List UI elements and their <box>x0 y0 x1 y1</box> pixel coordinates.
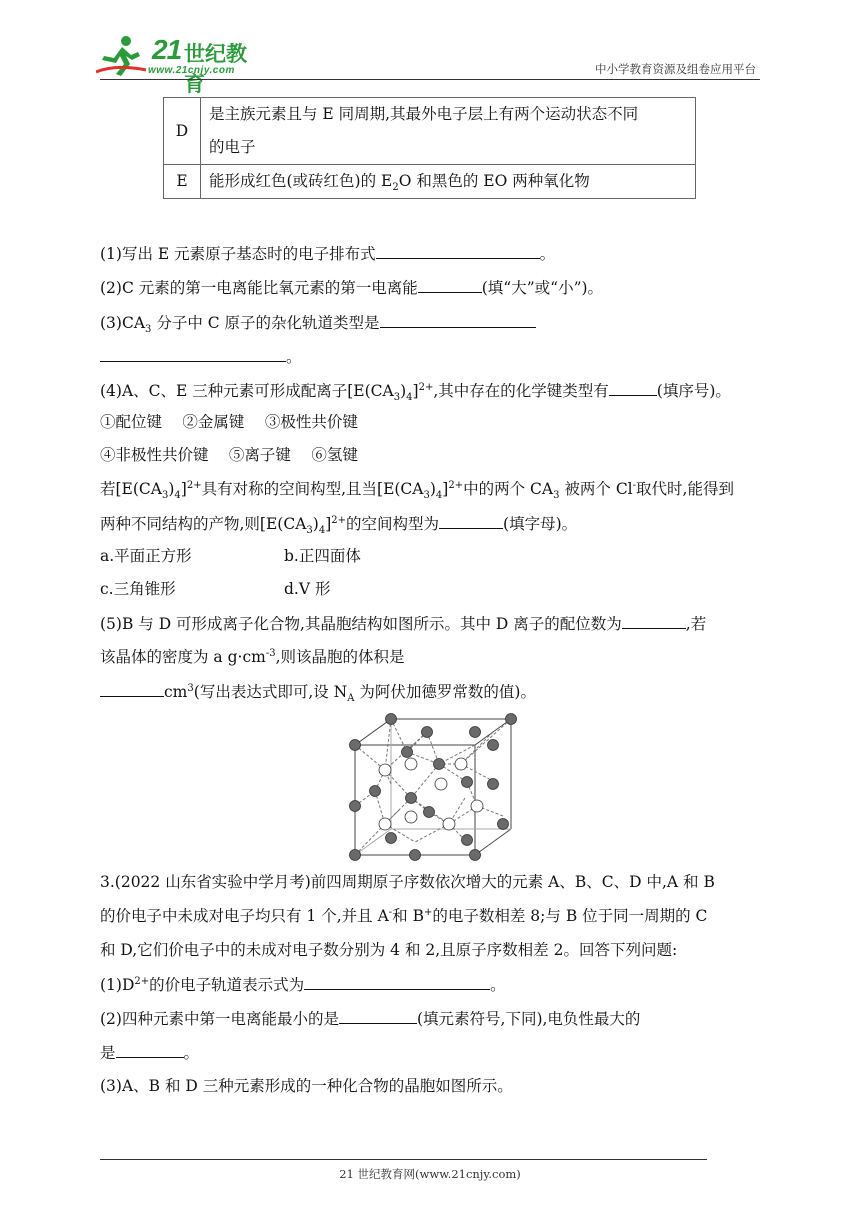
header-divider <box>100 79 760 80</box>
crystal-cell-figure <box>345 712 525 864</box>
element-table <box>163 97 696 199</box>
choice-d: d.V 形 <box>284 580 331 598</box>
q3-part3: (3)A、B 和 D 三种元素形成的一种化合物的晶胞如图所示。 <box>100 1077 513 1095</box>
q3-stem-line3: 和 D,它们价电子中的未成对电子数分别为 4 和 2,且原子序数相差 2。回答下列问题: <box>100 941 678 959</box>
q2-part5-cont2: $cm^3$(写出表达式即可,设 $N_A$ 为阿伏加德罗常数的值)。 <box>100 680 536 703</box>
site-logo <box>96 34 261 96</box>
row-key: E <box>164 165 201 199</box>
q2-structure-line1: 若$[E(CA_3)_4]^{2+}$具有对称的空间构型,且当$[E(CA_3)_4]^{2+}$中的两个 $CA_3$ 被两个 Cl-取代时,能得到 <box>100 479 734 502</box>
runner-logo-icon <box>96 34 148 78</box>
header-platform-text: 中小学教育资源及组卷应用平台 <box>595 62 756 76</box>
answer-blank[interactable] <box>439 512 503 529</box>
answer-blank[interactable] <box>609 379 657 396</box>
logo-url: www.21cnjy.com <box>148 65 235 76</box>
choice-a: a.平面正方形 <box>100 547 192 565</box>
answer-blank[interactable] <box>116 1041 184 1058</box>
row-key: D <box>164 98 201 165</box>
footer-divider <box>100 1159 707 1160</box>
answer-blank[interactable] <box>376 242 540 259</box>
table-row <box>164 98 696 165</box>
answer-blank[interactable] <box>380 311 536 328</box>
row-desc: 能形成红色(或砖红色)的 $E_2O$ 和黑色的 EO 两种氧化物 <box>201 165 696 199</box>
q2-part5: (5)B 与 D 可形成离子化合物,其晶胞结构如图所示。其中 D 离子的配位数为 ,若 <box>100 612 706 635</box>
table-row <box>164 165 696 199</box>
logo-number: 21 <box>152 34 182 65</box>
q3-part2: (2)四种元素中第一电离能最小的是 (填元素符号,下同),电负性最大的 <box>100 1007 640 1030</box>
row-desc-line: 的电子 <box>209 138 256 156</box>
q2-part3: $(3)CA_3$ 分子中 C 原子的杂化轨道类型是 <box>100 311 536 334</box>
bond-options-row2: ④非极性共价键 ⑤离子键 ⑥氢键 <box>100 446 358 464</box>
footer-source: 21 世纪教育网(www.21cnjy.com) <box>339 1167 521 1181</box>
q3-stem-line1: 3.(2022 山东省实验中学月考)前四周期原子序数依次增大的元素 A、B、C、D 中,A 和 B <box>100 873 715 891</box>
q2-part5-cont: 该晶体的密度为 a $g\cdot cm^{-3}$,则该晶胞的体积是 <box>100 647 405 666</box>
q2-structure-line2: 两种不同结构的产物,则$[E(CA_3)_4]^{2+}$的空间构型为 (填字母)。 <box>100 512 577 535</box>
answer-blank[interactable] <box>418 276 482 293</box>
answer-blank[interactable] <box>339 1007 417 1024</box>
q2-part1: (1)写出 E 元素原子基态时的电子排布式 。 <box>100 242 555 265</box>
cation-atoms <box>350 714 517 861</box>
bond-options-row1: ①配位键 ②金属键 ③极性共价键 <box>100 413 358 431</box>
choice-row2 <box>100 578 500 600</box>
answer-blank[interactable] <box>100 680 164 697</box>
choice-c: c.三角锥形 <box>100 580 176 598</box>
logo-chinese: 世纪教育 <box>184 42 247 96</box>
q2-part3-cont: 。 <box>100 345 302 368</box>
q3-stem-line2: 的价电子中未成对电子均只有 1 个,并且 A-和 B+的电子数相差 8;与 B 位于同一周期的 C <box>100 906 708 925</box>
anion-atoms <box>379 758 483 830</box>
choice-b: b.正四面体 <box>284 547 361 565</box>
q3-part1: $(1)D^{2+}$的价电子轨道表示式为 。 <box>100 973 506 996</box>
answer-blank[interactable] <box>622 612 686 629</box>
row-desc <box>201 98 696 165</box>
row-desc-line: 是主族元素且与 E 同周期,其最外电子层上有两个运动状态不同 <box>209 105 639 123</box>
q2-part4: (4)A、C、E 三种元素可形成配离子$[E(CA_3)_4]^{2+}$,其中存在的化学键类型有 (填序号)。 <box>100 379 731 402</box>
q2-part2: (2)C 元素的第一电离能比氧元素的第一电离能 (填“大”或“小”)。 <box>100 276 603 299</box>
q3-part2-cont: 是 。 <box>100 1041 199 1064</box>
answer-blank[interactable] <box>100 345 286 362</box>
answer-blank[interactable] <box>304 973 490 990</box>
choice-row1 <box>100 545 500 567</box>
